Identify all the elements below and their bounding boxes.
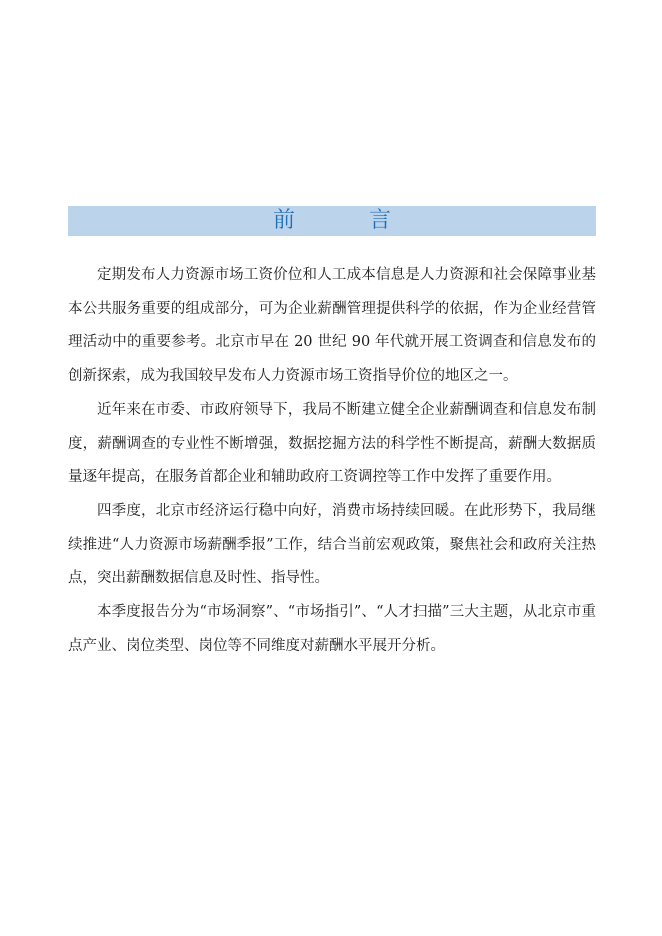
title-banner <box>68 206 596 236</box>
page-title: 前 言 <box>272 208 417 233</box>
paragraph-2: 近年来在市委、市政府领导下，我局不断建立健全企业薪酬调查和信息发布制度，薪酬调查的专业性不断增强，数据挖掘方法的科学性不断提高，薪酬大数据质量逐年提高，在服务首都企业和辅助政府工资调控等工作中发挥了重要作用。 <box>68 401 596 486</box>
preface-body <box>68 259 596 663</box>
paragraph-3: 四季度，北京市经济运行稳中向好，消费市场持续回暖。在此形势下，我局继续推进“人力资源市场薪酬季报”工作，结合当前宏观政策，聚焦社会和政府关注热点，突出薪酬数据信息及时性、指导性。 <box>68 502 596 587</box>
paragraph-4: 本季度报告分为“市场洞察”、“市场指引”、“人才扫描”三大主题，从北京市重点产业、岗位类型、岗位等不同维度对薪酬水平展开分析。 <box>68 604 596 654</box>
paragraph-1: 定期发布人力资源市场工资价位和人工成本信息是人力资源和社会保障事业基本公共服务重要的组成部分，可为企业薪酬管理提供科学的依据，作为企业经营管理活动中的重要参考。北京市早在 20 世纪 90 年代就开展工资调查和信息发布的创新探索，成为我国较早发布人力资源市场工资指导价位的地区之一。 <box>68 267 596 385</box>
